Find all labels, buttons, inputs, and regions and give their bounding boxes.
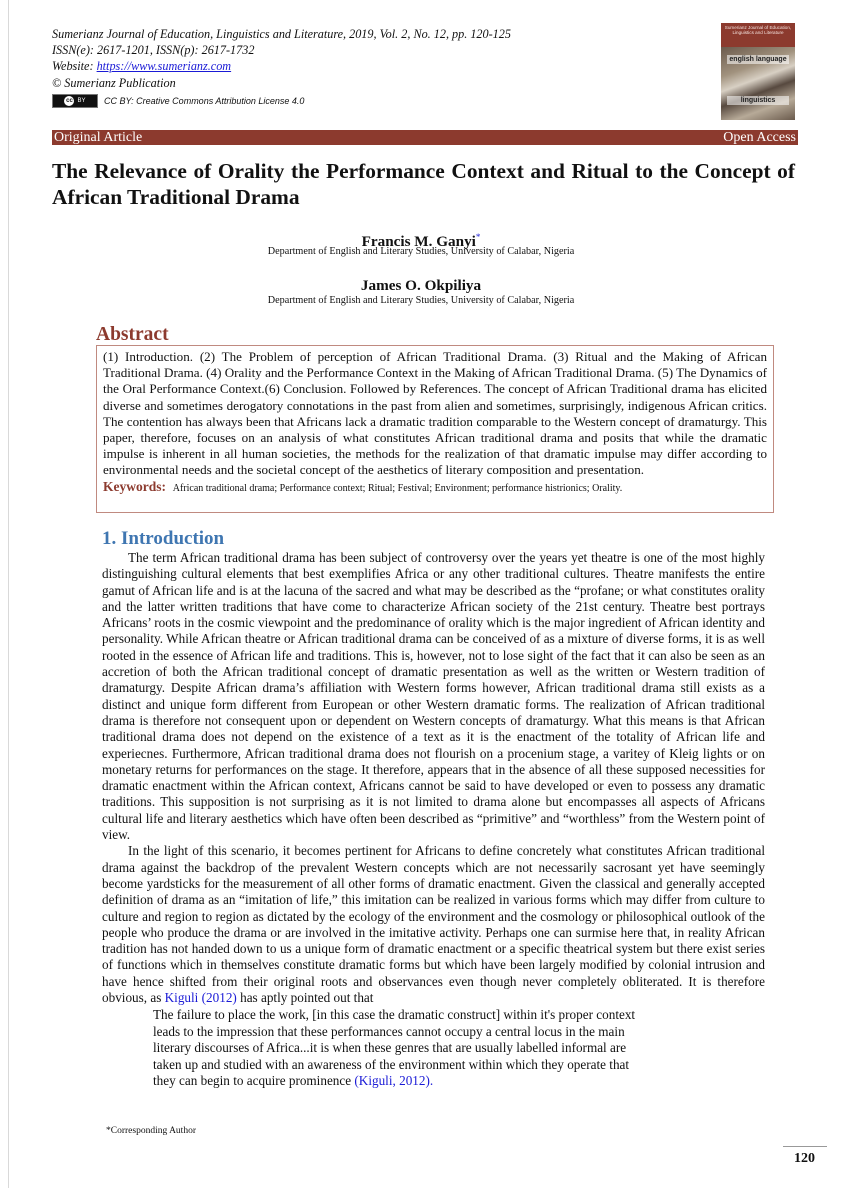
license-row (52, 93, 511, 109)
introduction-heading: 1. Introduction (102, 528, 225, 549)
block-quote (153, 1007, 649, 1089)
paragraph-2-text: In the light of this scenario, it becomes pertinent for Africans to define concretely what constitutes African traditional drama against the backdrop of the prevalent Western concepts which are not necessarily sacrosant yet have seemingly become yardsticks for the measurement of all other forms of dramatic enactment. Given the classical and generally accepted definition of drama as an “imitation of life,” this imitation can be realized in various forms which may differ from culture to culture and region to region as dictated by the ecology of the environment and the cosmology or philosophical outlook of the people who produce the drama or are involved in the imitative activity. Perhaps one can surmise here that, in reality African tradition has not handed down to us a unique form of dramatic enactment or a specific theatrical system but there exist series of functions which in themselves constitute dramatic forms but which have been largely modified by colonial intrusion and have hence shifted from their original roots and observances even though never completely obliterated. It is therefore obvious, as (102, 843, 765, 1006)
page-number-rule (783, 1146, 827, 1147)
corresponding-author-mark[interactable]: * (475, 232, 481, 242)
citation-link-quote[interactable]: (Kiguli, 2012). (354, 1072, 434, 1088)
paragraph-2-tail: has aptly pointed out that (236, 990, 374, 1006)
author-2 (0, 277, 842, 295)
abstract-box (96, 345, 774, 513)
journal-info (52, 26, 511, 109)
journal-cover-image (721, 23, 795, 120)
author-2-affiliation: Department of English and Literary Studies, University of Calabar, Nigeria (267, 295, 575, 306)
article-type-label: Original Article (54, 130, 143, 145)
keywords-line (103, 479, 767, 496)
introduction-paragraph-1: The term African traditional drama has been subject of controversy over the years yet theatre is one of the most highly distinguishing cultural elements that best exemplifies Africa or any other traditional cultures. Theatre manifests the entire gamut of African life and is at the lacuna of the sacred and what may be described as the “profane; or what constitutes orality and the latter written traditions that have come to characterize African society of the 21st century. Theatre best portrays Africans’ roots in the cosmic viewpoint and the predominance of orality which is the major ingredient of African identity and personality. While African theatre or African traditional drama can be conceived of as a mixture of diverse forms, it is as well rooted in the essence of African life and traditions. This is, however, not to lose sight of the fact that it can also be seen as an accretion of both the African traditional concept of dramatic presentation as well as the written or Western tradition of dramaturgy. Despite African drama’s affiliation with Western forms however, African traditional drama still exists as a distinct and unique form different from European or other Western dramatic forms. The realization of African traditional drama is therefore not consequent upon or dependent on Western concepts of dramaturgy. What this means is that African traditional drama does not depend on the existence of a text as it is the enactment of the totality of African life and experiecnes. Furthermore, African traditional drama does not flourish on a procenium stage, a varitey of Kleig lights or on monetary returns for performances on the stage. It therefore, appears that in the absence of all these supposed necessities for dramatic enactment within the African context, Africans cannot be said to have developed or even to possess any dramatic traditions. This supposition is not surprising as it is not limited to drama alone but encompasses all aspects of Africans cultural life and literary aesthetics which have often been described as “primitive” and “worthless” from the Western point of view. (102, 550, 765, 843)
cover-band: Sumerianz Journal of Education, Linguistics and Literature (721, 23, 795, 47)
article-type-bar (52, 130, 798, 145)
journal-website (52, 58, 511, 74)
author-1-name: Francis M. Ganyi (361, 233, 476, 251)
article-title: The Relevance of Orality the Performance Context and Ritual to the Concept of African Traditional Drama (52, 159, 795, 209)
block-quote-text: The failure to place the work, [in this case the dramatic construct] within it's proper context leads to the impression that these performances cannot occupy a central locus in the main literary discourses of Africa...it is when these genres that are usually labelled informal are taken up and studied with an awareness of the environment within which they operate that they can begin to acquire prominence (153, 1007, 636, 1088)
introduction-body (102, 550, 765, 1089)
cover-photo (721, 47, 795, 120)
license-text: CC BY: Creative Commons Attribution License 4.0 (104, 95, 305, 106)
page-number: 120 (794, 1151, 815, 1166)
cover-word-english: english language (727, 55, 789, 64)
author-2-name: James O. Okpiliya (360, 277, 482, 294)
journal-issn: ISSN(e): 2617-1201, ISSN(p): 2617-1732 (52, 43, 255, 58)
author-1-affiliation: Department of English and Literary Studies, University of Calabar, Nigeria (267, 246, 575, 257)
keywords-label: Keywords: (103, 478, 166, 494)
cc-symbol-icon: cc (64, 96, 74, 106)
abstract-text: (1) Introduction. (2) The Problem of perception of African Traditional Drama. (3) Ritual and the Making of African Traditional Drama. (4) Orality and the Performance Context in the Making of African Traditional Drama. (5) The Dynamics of the Oral Performance Context.(6) Conclusion. Followed by References. The concept of African Traditional drama has elicited diverse and sometimes derogatory connotations in the past from alien and sometimes, surprisingly, indigenous African critics. The contention has always been that Africans lack a dramatic tradition comparable to the Western concept of dramaturgy. This paper, therefore, focuses on an analysis of what constitutes African traditional drama and posits that while the dramatic impulse is inherent in all human societies, the methods for the realization of that dramatic impulse may differ according to environmental needs and the societal concept of the aesthetics of literary composition and presentation. (103, 349, 767, 478)
page-left-rule (8, 0, 9, 1188)
journal-citation: Sumerianz Journal of Education, Linguistics and Literature, 2019, Vol. 2, No. 12, pp. 120-125 (52, 27, 511, 41)
introduction-paragraph-2 (102, 843, 765, 1006)
website-label: Website: (52, 59, 97, 74)
cover-word-linguistics: linguistics (727, 96, 789, 105)
abstract-heading: Abstract (96, 324, 169, 345)
corresponding-author-footnote: *Corresponding Author (106, 1126, 196, 1136)
citation-link-kiguli-2012[interactable]: Kiguli (2012) (164, 990, 237, 1006)
publisher: © Sumerianz Publication (52, 75, 176, 90)
keywords-list: African traditional drama; Performance context; Ritual; Festival; Environment; performance histrionics; Orality. (172, 482, 623, 494)
cc-by-label: BY (77, 97, 86, 104)
open-access-label: Open Access (723, 130, 796, 145)
website-link[interactable]: https://www.sumerianz.com (96, 59, 232, 74)
cc-by-badge-icon[interactable] (52, 94, 98, 108)
